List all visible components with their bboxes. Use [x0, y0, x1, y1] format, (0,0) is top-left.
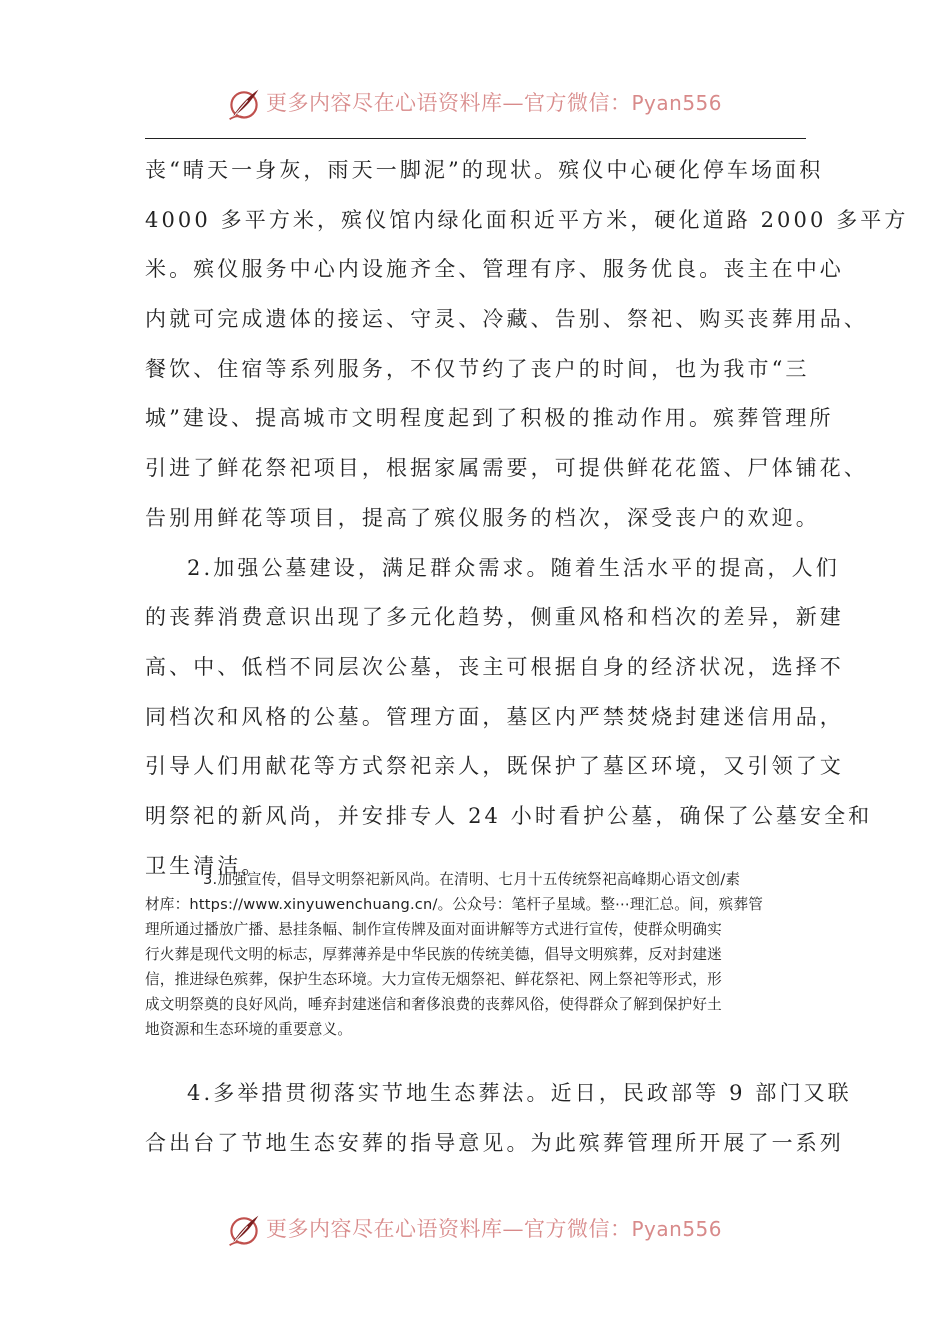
quill-pen-logo-icon — [226, 1212, 262, 1248]
text-line: 成文明祭奠的良好风尚，唾弃封建迷信和奢侈浪费的丧葬风俗，使得群众了解到保护好土 — [145, 996, 722, 1013]
text-line: 合出台了节地生态安葬的指导意见。为此殡葬管理所开展了一系列 — [145, 1130, 844, 1155]
text-line: 餐饮、住宿等系列服务，不仅节约了丧户的时间，也为我市“三 — [145, 356, 810, 381]
text-line: 同档次和风格的公墓。管理方面，墓区内严禁焚烧封建迷信用品， — [145, 704, 844, 729]
banner-label: 更多内容尽在心语资料库—官方微信： — [266, 91, 632, 115]
text-line: 告别用鲜花等项目，提高了殡仪服务的档次，深受丧户的欢迎。 — [145, 505, 820, 530]
banner-label: 更多内容尽在心语资料库—官方微信： — [266, 1217, 632, 1241]
text-line: 2.加强公墓建设，满足群众需求。随着生活水平的提高，人们 — [187, 555, 840, 580]
text-line: 高、中、低档不同层次公墓，丧主可根据自身的经济状况，选择不 — [145, 654, 844, 679]
footer-banner-text — [266, 1215, 722, 1243]
text-line: 4000 多平方米，殡仪馆内绿化面积近平方米，硬化道路 2000 多平方 — [145, 207, 909, 232]
text-line: 米。殡仪服务中心内设施齐全、管理有序、服务优良。丧主在中心 — [145, 257, 844, 282]
text-line: 引进了鲜花祭祀项目，根据家属需要，可提供鲜花花篮、尸体铺花、 — [145, 456, 868, 481]
text-line: 的丧葬消费意识出现了多元化趋势，侧重风格和档次的差异，新建 — [145, 605, 844, 630]
header-banner — [0, 82, 950, 126]
small-paragraph — [145, 867, 810, 1042]
text-line: 信，推进绿色殡葬，保护生态环境。大力宣传无烟祭祀、鲜花祭祀、网上祭祀等形式，形 — [145, 971, 722, 988]
footer-banner — [0, 1208, 950, 1252]
quill-pen-logo-icon — [226, 86, 262, 122]
text-line: 理所通过播放广播、悬挂条幅、制作宣传牌及面对面讲解等方式进行宣传，使群众明确实 — [145, 921, 722, 938]
text-line: 引导人们用献花等方式祭祀亲人，既保护了墓区环境，又引领了文 — [145, 754, 844, 779]
text-line: 材库：https://www.xinyuwenchuang.cn/。公众号：笔杆子星域。整⋯理汇总。间，殡葬管 — [145, 896, 764, 913]
text-line: 3.加强宣传，倡导文明祭祀新风尚。在清明、七月十五传统祭祀高峰期心语文创/素 — [203, 871, 741, 888]
text-line: 丧“晴天一身灰，雨天一脚泥”的现状。殡仪中心硬化停车场面积 — [145, 158, 824, 182]
text-line: 地资源和生态环境的重要意义。 — [145, 1021, 353, 1038]
text-line: 明祭祀的新风尚，并安排专人 24 小时看护公墓，确保了公墓安全和 — [145, 803, 873, 828]
text-line: 城”建设、提高城市文明程度起到了积极的推动作用。殡葬管理所 — [145, 406, 834, 431]
document-body-continued — [145, 1069, 852, 1168]
text-line: 4.多举措贯彻落实节地生态葬法。近日，民政部等 9 部门又联 — [187, 1081, 852, 1105]
text-line: 卫生清洁。 — [145, 853, 266, 878]
document-body — [145, 146, 909, 891]
header-divider — [145, 138, 806, 139]
wechat-id: Pyan556 — [631, 91, 723, 115]
wechat-id: Pyan556 — [631, 1217, 723, 1241]
text-line: 行火葬是现代文明的标志，厚葬薄养是中华民族的传统美德，倡导文明殡葬，反对封建迷 — [145, 946, 722, 963]
text-line: 内就可完成遗体的接运、守灵、冷藏、告别、祭祀、购买丧葬用品、 — [145, 307, 868, 332]
header-banner-text — [266, 89, 722, 117]
